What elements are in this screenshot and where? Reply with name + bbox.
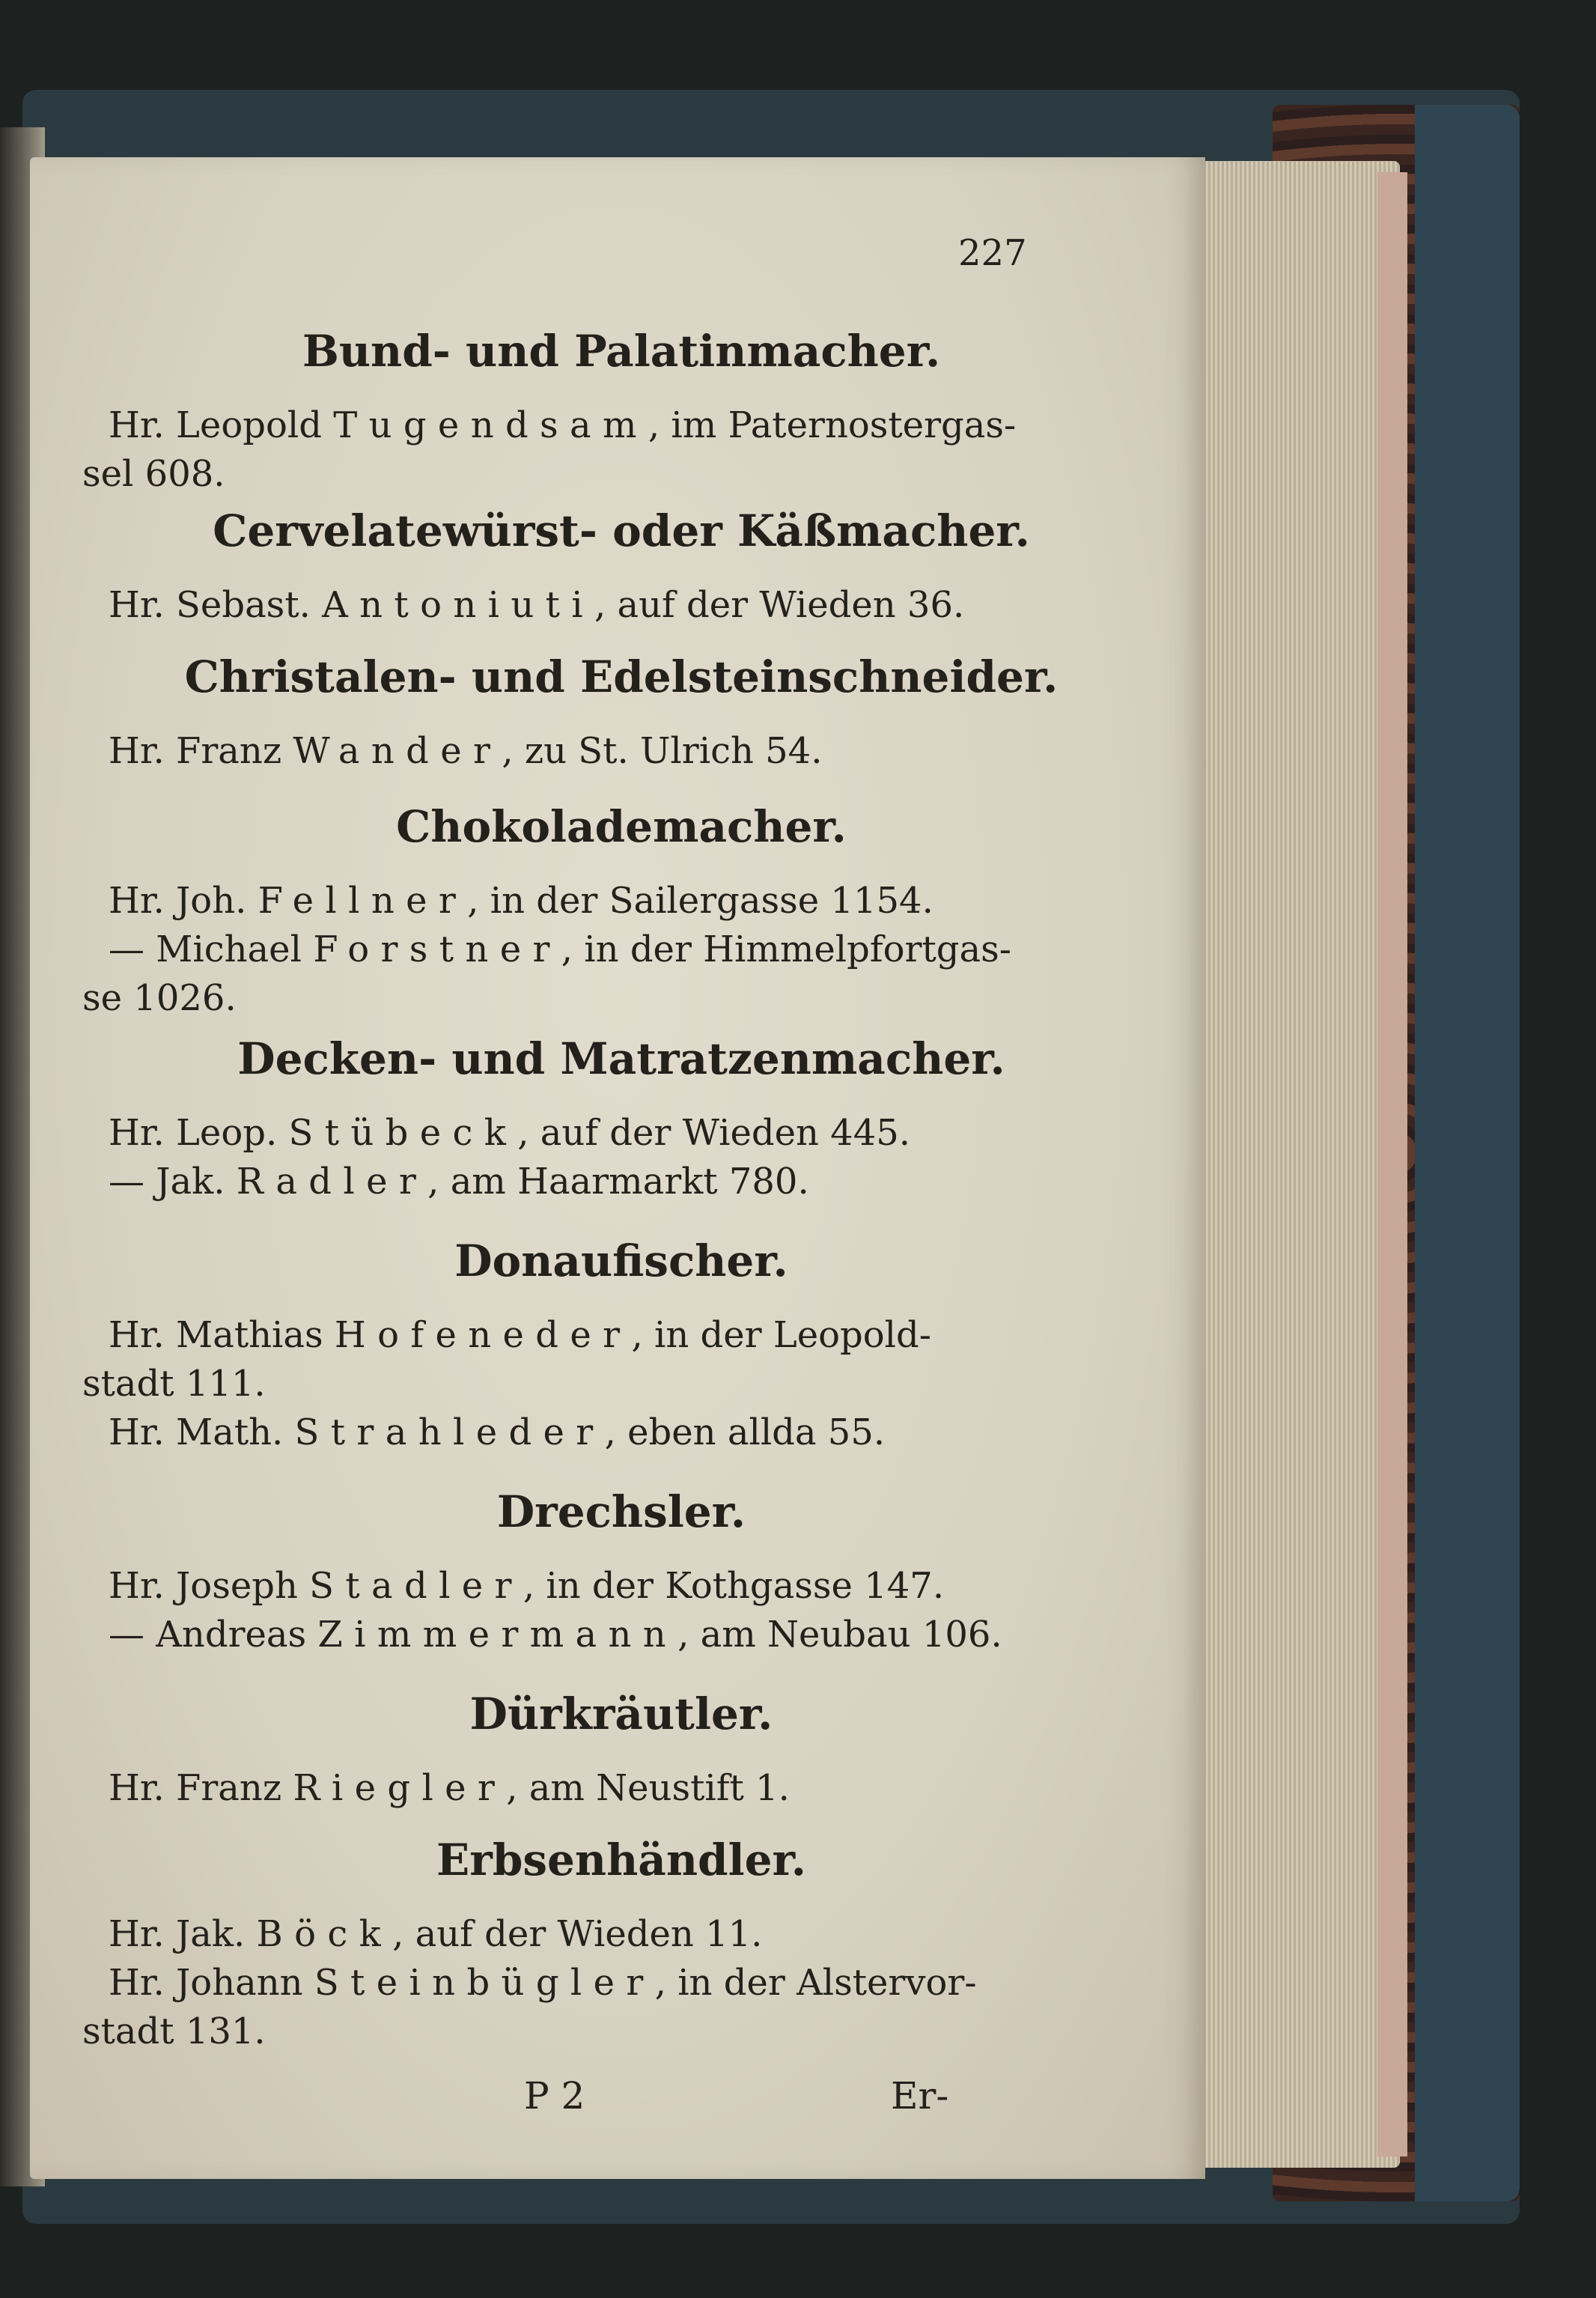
- entry-line: [109, 1314, 931, 1356]
- section-heading: Decken- und Matratzenmacher.: [237, 1033, 1005, 1084]
- entry-surname: Böck: [256, 1913, 393, 1955]
- entry-line: [109, 1161, 809, 1203]
- page-block-edge: [1190, 161, 1400, 2168]
- entry-address: , zu St. Ulrich 54.: [502, 730, 823, 772]
- entry-surname: Radler: [236, 1161, 428, 1203]
- entry-prefix: Hr. Sebast.: [109, 584, 323, 626]
- entry-line: [109, 1913, 762, 1955]
- section-heading: Dürkräutler.: [469, 1688, 773, 1739]
- section-heading: Erbsenhändler.: [436, 1835, 806, 1885]
- entry-address: , auf der Wieden 11.: [392, 1913, 763, 1955]
- entry-continuation: se 1026.: [82, 977, 237, 1019]
- entry-surname: Zimmermann: [317, 1614, 678, 1656]
- entry-surname: Strahleder: [294, 1411, 605, 1453]
- entry-prefix: Hr. Joh.: [109, 880, 258, 922]
- entry-continuation: stadt 111.: [82, 1363, 266, 1405]
- entry-line: [109, 928, 1011, 970]
- entry-line: [109, 880, 933, 922]
- entry-address: , in der Himmelpfortgas-: [561, 928, 1011, 970]
- entry-line: [109, 1962, 977, 2004]
- entry-address: , am Haarmarkt 780.: [427, 1161, 809, 1203]
- entry-surname: Tugendsam: [333, 404, 648, 446]
- entry-line: [109, 1565, 944, 1607]
- entry-surname: Fellner: [258, 880, 468, 922]
- entry-prefix: Hr. Johann: [109, 1962, 314, 2004]
- entry-continuation: stadt 131.: [82, 2010, 266, 2052]
- entry-line: [109, 1767, 790, 1809]
- section-heading: Bund- und Palatinmacher.: [302, 326, 941, 377]
- entry-address: , auf der Wieden 36.: [594, 584, 965, 626]
- book-page: [30, 157, 1205, 2179]
- entry-surname: Wander: [293, 730, 502, 772]
- entry-prefix: — Andreas: [109, 1614, 318, 1656]
- page-edge-trim: [1377, 172, 1407, 2156]
- entry-surname: Stadler: [309, 1565, 523, 1607]
- entry-prefix: Hr. Joseph: [109, 1565, 310, 1607]
- entry-surname: Antoniuti: [322, 584, 594, 626]
- entry-line: [109, 1411, 885, 1453]
- entry-address: , eben allda 55.: [604, 1411, 886, 1453]
- catchword: Er-: [891, 2074, 949, 2118]
- entry-prefix: — Michael: [109, 928, 314, 970]
- section-heading: Chokolademacher.: [396, 801, 847, 852]
- entry-address: , auf der Wieden 445.: [517, 1112, 911, 1154]
- signature-mark: P 2: [524, 2074, 585, 2118]
- entry-prefix: Hr. Leop.: [109, 1112, 289, 1154]
- entry-prefix: Hr. Math.: [109, 1411, 295, 1453]
- entry-address: , in der Kothgasse 147.: [523, 1565, 945, 1607]
- entry-address: , am Neustift 1.: [506, 1767, 790, 1809]
- section-heading: Drechsler.: [496, 1486, 746, 1537]
- entry-line: [109, 1614, 1002, 1656]
- entry-address: , in der Alstervor-: [654, 1962, 977, 2004]
- entry-address: , im Paternostergas-: [648, 404, 1017, 446]
- section-heading: Donaufischer.: [454, 1235, 788, 1286]
- entry-prefix: Hr. Franz: [109, 1767, 293, 1809]
- entry-prefix: — Jak.: [109, 1161, 237, 1203]
- entry-surname: Riegler: [293, 1767, 507, 1809]
- entry-surname: Steinbügler: [314, 1962, 655, 2004]
- entry-continuation: sel 608.: [82, 453, 225, 495]
- entry-line: [109, 730, 822, 772]
- entry-line: [109, 404, 1016, 446]
- entry-surname: Forstner: [313, 928, 561, 970]
- entry-surname: Hofeneder: [334, 1314, 632, 1356]
- entry-address: , in der Sailergasse 1154.: [467, 880, 933, 922]
- entry-line: [109, 584, 964, 626]
- entry-prefix: Hr. Mathias: [109, 1314, 335, 1356]
- entry-address: , in der Leopold-: [631, 1314, 931, 1356]
- cover-spine-strip: [1415, 105, 1520, 2201]
- entry-line: [109, 1112, 910, 1154]
- section-heading: Cervelatewürst- oder Käßmacher.: [213, 505, 1030, 556]
- entry-prefix: Hr. Leopold: [109, 404, 334, 446]
- page-number: 227: [958, 232, 1027, 274]
- section-heading: Christalen- und Edelsteinschneider.: [184, 651, 1059, 702]
- entry-surname: Stübeck: [288, 1112, 518, 1154]
- entry-prefix: Hr. Franz: [109, 730, 293, 772]
- entry-prefix: Hr. Jak.: [109, 1913, 257, 1955]
- entry-address: , am Neubau 106.: [677, 1614, 1002, 1656]
